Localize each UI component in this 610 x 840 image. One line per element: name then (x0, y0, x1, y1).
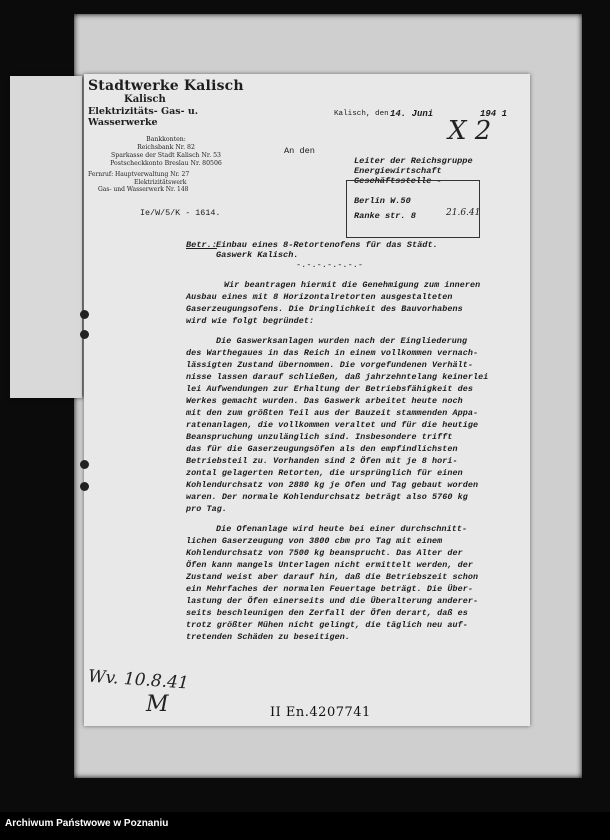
recipient-line: Berlin W.50 (354, 196, 411, 206)
body-line: wird wie folgt begründet: (186, 316, 315, 326)
footer-bar (0, 812, 610, 840)
body-line: Öfen kann mangels Unterlagen nicht ermittelt werden, der (186, 560, 474, 570)
body-line: lei Aufwendungen zur Erhaltung der Betriebsfähigkeit des (186, 384, 474, 394)
body-line: lässigten Zustand übernommen. Die vorgefundenen Verhält- (186, 360, 474, 370)
folder-flap (10, 76, 82, 398)
letterhead-city: Kalisch (124, 94, 166, 105)
punch-hole-icon (80, 482, 89, 491)
letterhead-title: Stadtwerke Kalisch (88, 78, 244, 94)
body-line: Betriebsteil zu. Vorhanden sind 2 Öfen mit je 8 hori- (186, 456, 458, 466)
contact-details (88, 171, 248, 194)
recipient-prefix: An den (284, 146, 315, 156)
stamp-note: 21.6.41 (446, 208, 481, 218)
body-line: ein Mehrfaches der normalen Feuertage beträgt. Die Über- (186, 584, 474, 594)
recipient-line: Geschäftsstelle - (354, 176, 442, 186)
date-value: 14. Juni (390, 109, 434, 119)
contact-line: Fernruf: Hauptverwaltung Nr. 27 (88, 171, 190, 178)
contact-line: Elektrizitätswerk (134, 178, 187, 186)
handwritten-margin-note: Wv. 10.8.41 (87, 666, 190, 694)
punch-hole-icon (80, 460, 89, 469)
archive-number: II En.4207741 (270, 705, 371, 720)
reference-number: Ie/W/5/K - 1614. (140, 208, 221, 218)
body-line: Wir beantragen hiermit die Genehmigung zum inneren (224, 280, 481, 290)
recipient-line: Ranke str. 8 (354, 211, 416, 221)
recipient-line: Energiewirtschaft (354, 166, 442, 176)
body-line: Gaserzeugungsofens. Die Dringlichkeit des Bauvorhabens (186, 304, 463, 314)
recipient-line: Leiter der Reichsgruppe (354, 156, 473, 166)
body-line: Zustand weist aber darauf hin, daß die Betriebszeit schon (186, 572, 479, 582)
handwritten-initial: M (146, 692, 169, 717)
bank-details (106, 136, 226, 168)
body-line: mit den zum größten Teil aus der Bauzeit stammenden Appa- (186, 408, 479, 418)
bank-line: Reichsbank Nr. 82 (137, 144, 195, 151)
bank-line: Bankkonten: (146, 136, 186, 143)
subject-rule: -.-.-.-.-.-.- (296, 260, 364, 270)
margin-note-top: X 2 (448, 116, 492, 146)
body-line: trotz größter Mühen nicht gelingt, die täglich neu auf- (186, 620, 468, 630)
subject-line-1: Einbau eines 8-Retortenofens für das Städt. (216, 240, 438, 250)
punch-hole-icon (80, 310, 89, 319)
body-line: Werkes gemacht wurden. Das Gaswerk arbeitet heute noch (186, 396, 463, 406)
body-line: pro Tag. (186, 504, 228, 514)
body-line: waren. Der normale Kohlendurchsatz beträgt also 5760 kg (186, 492, 468, 502)
body-line: seits beschleunigen den Zerfall der Öfen derart, daß es (186, 608, 468, 618)
letterhead-subtitle: Elektrizitäts- Gas- u. Wasserwerke (88, 106, 199, 128)
bank-line: Sparkasse der Stadt Kalisch Nr. 53 (111, 152, 221, 159)
body-line: Die Gaswerksanlagen wurden nach der Eingliederung (216, 336, 468, 346)
body-line: das für die Gaserzeugungsöfen als den empfindlichsten (186, 444, 458, 454)
archive-name: Archiwum Państwowe w Poznaniu (5, 818, 169, 829)
bank-line: Postscheckkonto Breslau Nr. 80506 (110, 160, 222, 167)
letterhead (88, 78, 248, 194)
punch-hole-icon (80, 330, 89, 339)
date-year: 194 1 (480, 109, 508, 119)
body-line: lastung der Öfen einerseits und die Überalterung anderer- (186, 596, 479, 606)
body-line: lichen Gaserzeugung von 3800 cbm pro Tag mit einem (186, 536, 443, 546)
body-line: Beanspruchung unzulänglich sind. Insbesondere trifft (186, 432, 453, 442)
body-line: Kohlendurchsatz von 2880 kg je Ofen und Tag gebaut worden (186, 480, 479, 490)
subject-line-2: Gaswerk Kalisch. (216, 250, 299, 260)
body-line: Ausbau eines mit 8 Horizontalretorten ausgestalteten (186, 292, 453, 302)
letter-page (84, 74, 530, 726)
date-place: Kalisch, den (334, 110, 389, 118)
body-line: des Warthegaues in das Reich in einem vollkommen vernach- (186, 348, 479, 358)
contact-line: Gas- und Wasserwerk Nr. 148 (98, 186, 189, 193)
body-line: Die Ofenanlage wird heute bei einer durchschnitt- (216, 524, 468, 534)
body-line: ratenanlagen, die vollkommen veraltet und für die heutige (186, 420, 479, 430)
body-line: Kohlendurchsatz von 7500 kg beansprucht. Das Alter der (186, 548, 463, 558)
body-line: zontal gelagerten Retorten, die ursprünglich für einen (186, 468, 463, 478)
body-line: tretenden Schäden zu beseitigen. (186, 632, 351, 642)
subject-label: Betr.: (186, 240, 217, 250)
body-line: nisse lassen darauf schließen, daß jahrzehntelang keinerlei (186, 372, 489, 382)
